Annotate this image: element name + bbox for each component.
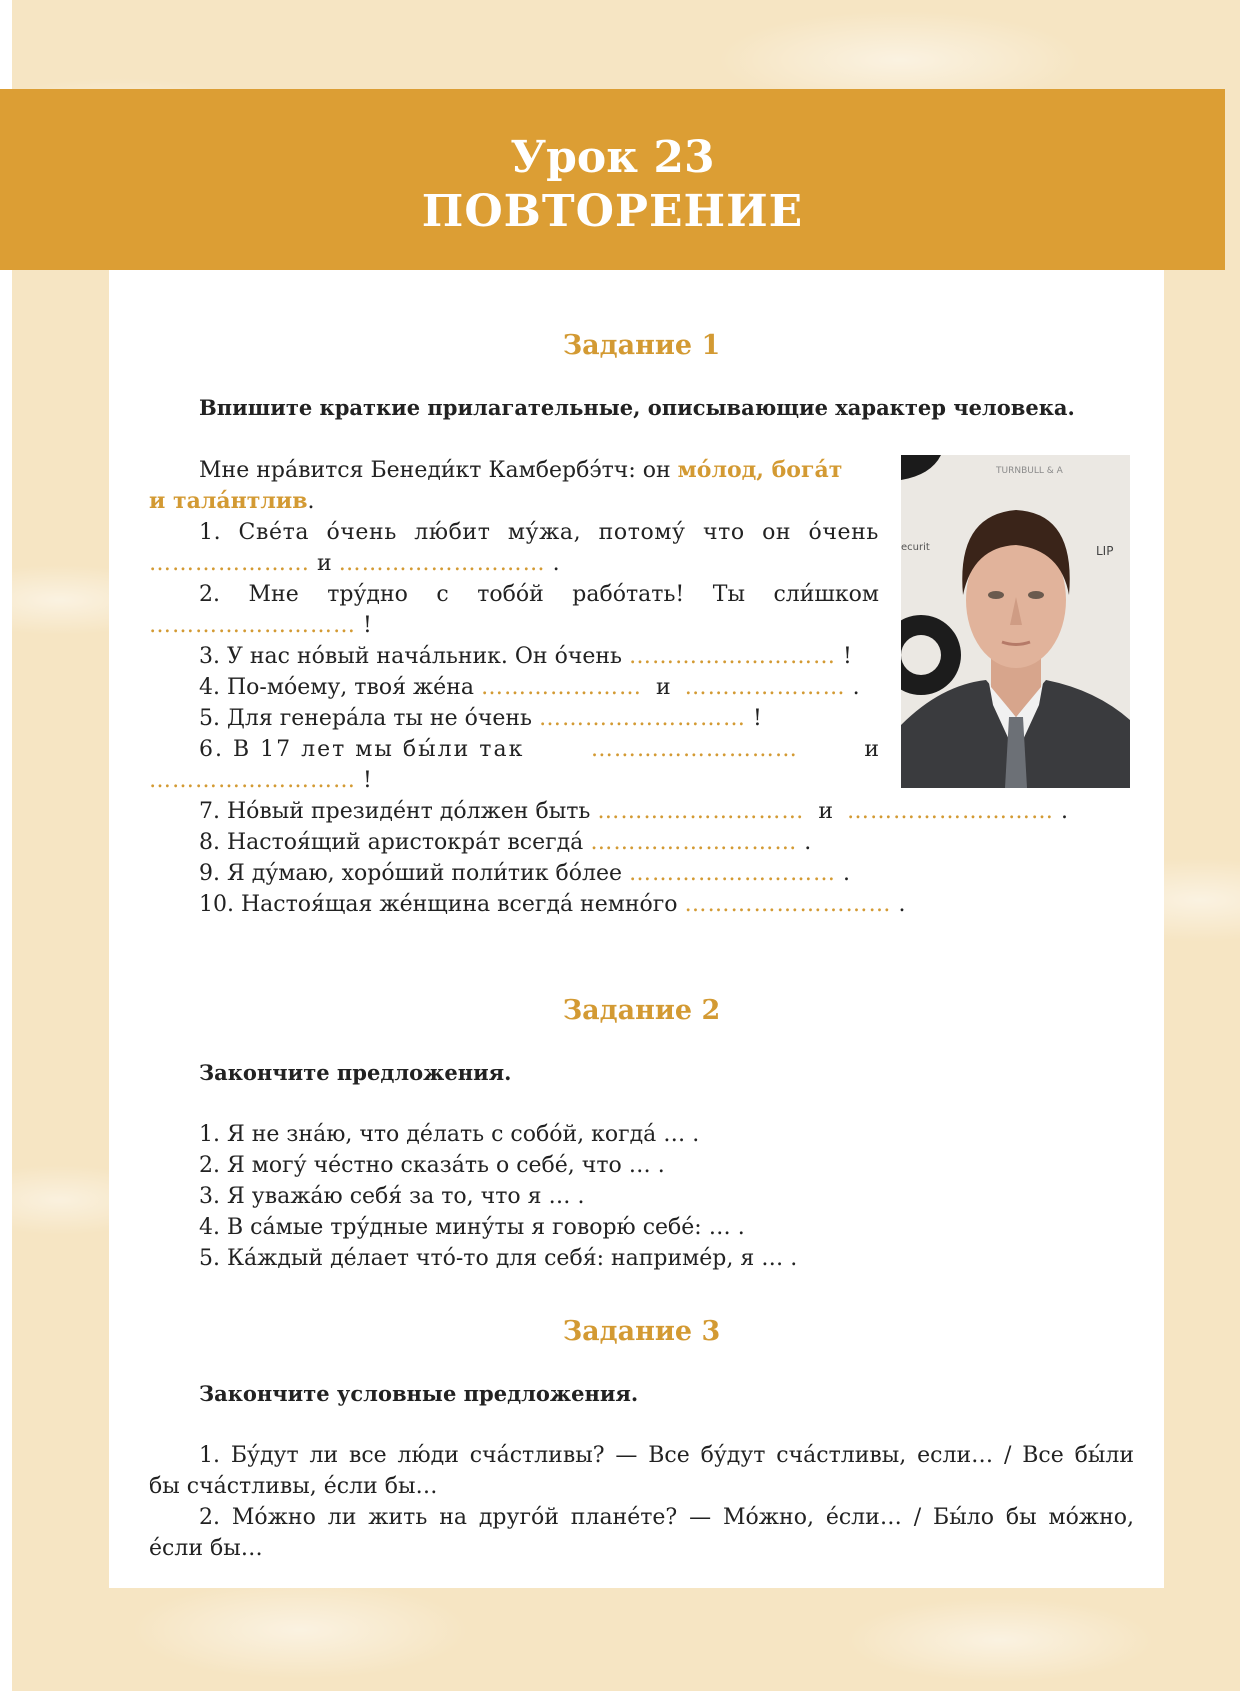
list-item: 1. Я не зна́ю, что де́лать с собо́й, когда́ … . <box>199 1122 700 1147</box>
task1-item-10: 10. Настоя́щая же́нщина всегда́ немно́го ……………………… . <box>199 892 906 917</box>
list-item-continuation: е́сли бы… <box>149 1536 263 1561</box>
blank[interactable]: ………………… <box>149 551 310 576</box>
blank[interactable]: ……………………… <box>539 706 747 731</box>
item-text: 6. В 17 лет мы бы́ли так <box>199 737 525 762</box>
blank[interactable]: ……………………… <box>597 799 805 824</box>
example-period: . <box>307 489 315 514</box>
blank[interactable]: ……………………… <box>628 861 836 886</box>
and-word: и <box>864 737 879 762</box>
list-item-continuation: бы сча́стливы, е́сли бы… <box>149 1474 438 1499</box>
list-item: 4. В са́мые тру́дные мину́ты я говорю́ себе́: … . <box>199 1215 745 1240</box>
item-text: 3. У нас но́вый нача́льник. Он о́чень <box>199 644 623 669</box>
list-item: 1. Бу́дут ли все лю́ди сча́стливы? — Все бу́дут сча́стливы, если… / Все бы́ли <box>199 1443 1134 1468</box>
portrait-photo <box>901 455 1130 788</box>
item-text: 2. Мне тру́дно с тобо́й рабо́тать! Ты сли́шком <box>199 582 879 607</box>
list-item: 3. Я уважа́ю себя́ за то, что я … . <box>199 1184 585 1209</box>
task1-item-1: 1. Све́та о́чень лю́бит му́жа, потому́ что он о́чень ………………… и ……………………… . <box>149 517 879 579</box>
task1-item-7: 7. Но́вый президе́нт до́лжен быть ……………………… и ……………………… . <box>199 799 1069 824</box>
blank[interactable]: ……………………… <box>149 768 356 793</box>
blank[interactable]: ……………………… <box>149 613 356 638</box>
task1-item-9: 9. Я ду́маю, хоро́ший поли́тик бо́лее ……………………… . <box>199 861 850 886</box>
example-answer-2: и тала́нтлив <box>149 488 308 514</box>
item-text: 1. Све́та о́чень лю́бит му́жа, потому́ что он о́чень <box>199 520 879 545</box>
blank[interactable]: ……………………… <box>590 830 798 855</box>
lesson-title: ПОВТОРЕНИЕ <box>421 186 804 237</box>
task2-title: Задание 2 <box>562 995 721 1026</box>
blank[interactable]: ………………… <box>684 675 846 700</box>
svg-text:TURNBULL & A: TURNBULL & A <box>996 466 1063 476</box>
task2-instruction: Закончите предложения. <box>199 1060 512 1085</box>
task3-instruction: Закончите условные предложения. <box>199 1381 639 1406</box>
item-text: 5. Для генера́ла ты не о́чень <box>199 706 533 731</box>
item-text: 8. Настоя́щий аристокра́т всегда́ <box>199 830 584 855</box>
blank[interactable]: ………………… <box>480 675 642 700</box>
item-text: 10. Настоя́щая же́нщина всегда́ немно́го <box>199 892 678 917</box>
task1-item-6: 6. В 17 лет мы бы́ли так ……………………… и ……………………… ! <box>149 734 879 796</box>
and-word: и <box>818 799 834 824</box>
task1-item-5: 5. Для генера́ла ты не о́чень ……………………… ! <box>199 706 762 731</box>
list-item: 5. Ка́ждый де́лает что́-то для себя́: наприме́р, я … . <box>199 1246 798 1271</box>
portrait-illustration <box>901 455 1130 788</box>
example-answer: мо́лод, бога́т <box>677 457 843 483</box>
item-text: 4. По-мо́ему, твоя́ же́на <box>199 675 474 700</box>
task1-item-3: 3. У нас но́вый нача́льник. Он о́чень ……………………… ! <box>199 644 852 669</box>
svg-text:ecurit: ecurit <box>901 542 930 553</box>
blank[interactable]: ……………………… <box>684 892 892 917</box>
list-item: 2. Я могу́ че́стно сказа́ть о себе́, что … . <box>199 1153 665 1178</box>
blank[interactable]: ……………………… <box>338 551 546 576</box>
lesson-header <box>0 89 1225 270</box>
task1-item-8: 8. Настоя́щий аристокра́т всегда́ ……………………… . <box>199 830 812 855</box>
blank[interactable]: ……………………… <box>847 799 1055 824</box>
svg-text:LIP: LIP <box>1096 544 1114 558</box>
task2-list <box>149 1119 1134 1274</box>
example-text: Мне нра́вится Бенеди́кт Камбербэ́тч: он <box>199 458 678 483</box>
task3-list <box>149 1440 1134 1564</box>
lesson-number: Урок 23 <box>510 132 715 183</box>
blank[interactable]: ……………………… <box>590 737 798 762</box>
item-text: 9. Я ду́маю, хоро́ший поли́тик бо́лее <box>199 861 622 886</box>
task1-item-2: 2. Мне тру́дно с тобо́й рабо́тать! Ты сли́шком ……………………… ! <box>149 579 879 641</box>
item-text: 7. Но́вый президе́нт до́лжен быть <box>199 799 591 824</box>
task1-instruction: Впишите краткие прилагательные, описывающие характер человека. <box>199 395 1075 420</box>
task1-title: Задание 1 <box>562 330 721 361</box>
task1-example <box>149 455 879 517</box>
and-word: и <box>317 551 332 576</box>
task3-title: Задание 3 <box>562 1316 721 1347</box>
and-word: и <box>655 675 671 700</box>
list-item: 2. Мо́жно ли жить на друго́й плане́те? — Мо́жно, е́сли… / Бы́ло бы мо́жно, <box>199 1505 1134 1530</box>
task1-item-4: 4. По-мо́ему, твоя́ же́на ………………… и ………………… . <box>199 675 860 700</box>
blank[interactable]: ……………………… <box>629 644 837 669</box>
